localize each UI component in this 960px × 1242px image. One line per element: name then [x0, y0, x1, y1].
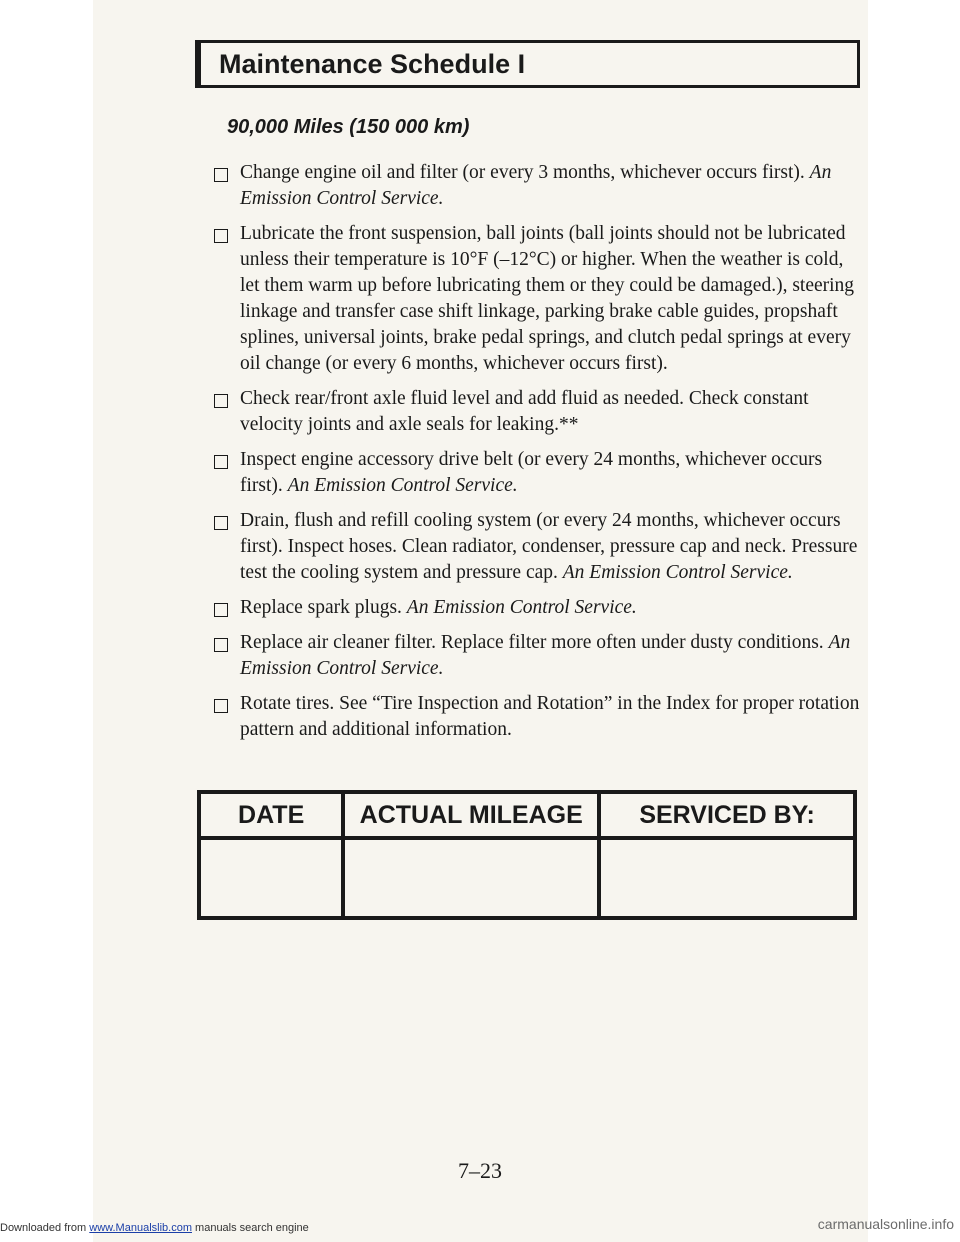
section-title: Maintenance Schedule I — [219, 48, 526, 79]
checkbox-icon[interactable] — [214, 168, 228, 182]
checklist-item — [214, 221, 864, 377]
checklist-item — [214, 508, 864, 586]
serviced-by-cell[interactable] — [599, 838, 855, 918]
checkbox-icon[interactable] — [214, 455, 228, 469]
section-header — [195, 40, 860, 88]
item-text: Replace spark plugs. An Emission Control Service. — [240, 597, 637, 618]
checklist-item — [214, 386, 864, 438]
date-header: DATE — [199, 792, 343, 838]
checkbox-icon[interactable] — [214, 638, 228, 652]
item-text: Rotate tires. See “Tire Inspection and Rotation” in the Index for proper rotation pattern and additional information. — [240, 693, 860, 740]
checkbox-icon[interactable] — [214, 516, 228, 530]
checklist-item — [214, 595, 864, 621]
checklist — [214, 160, 864, 752]
item-text: Drain, flush and refill cooling system (or every 24 months, whichever occurs first). Inspect hoses. Clean radiator, condenser, pressure cap and neck. Pressure test the cooling system and pressure cap. An Emission Control Service. — [240, 510, 858, 583]
serviced-by-header: SERVICED BY: — [599, 792, 855, 838]
manualslib-link[interactable]: www.Manualslib.com — [89, 1222, 192, 1234]
service-log-table — [197, 790, 857, 920]
checklist-item — [214, 691, 864, 743]
footer-site-watermark: carmanualsonline.info — [817, 1216, 954, 1232]
checkbox-icon[interactable] — [214, 229, 228, 243]
mileage-subheading: 90,000 Miles (150 000 km) — [227, 116, 470, 138]
page-number: 7–23 — [458, 1158, 502, 1183]
mileage-cell[interactable] — [343, 838, 599, 918]
download-watermark: Downloaded from www.Manualslib.com manuals search engine — [0, 1222, 309, 1234]
checkbox-icon[interactable] — [214, 603, 228, 617]
item-text: Replace air cleaner filter. Replace filter more often under dusty conditions. An Emission Control Service. — [240, 632, 851, 679]
item-text: Lubricate the front suspension, ball joints (ball joints should not be lubricated unless their temperature is 10°F (–12°C) or higher. When the weather is cold, let them warm up before lubricating them or they could be damaged.), steering linkage and transfer case shift linkage, parking brake cable guides, propshaft splines, universal joints, brake pedal springs, and clutch pedal springs at every oil change (or every 6 months, whichever occurs first). — [240, 223, 855, 374]
checklist-item — [214, 447, 864, 499]
checklist-item — [214, 160, 864, 212]
checkbox-icon[interactable] — [214, 699, 228, 713]
mileage-header: ACTUAL MILEAGE — [343, 792, 599, 838]
checklist-item — [214, 630, 864, 682]
checkbox-icon[interactable] — [214, 394, 228, 408]
item-text: Inspect engine accessory drive belt (or every 24 months, whichever occurs first). An Emission Control Service. — [240, 449, 823, 496]
item-text: Check rear/front axle fluid level and add fluid as needed. Check constant velocity joints and axle seals for leaking.** — [240, 388, 809, 435]
item-text: Change engine oil and filter (or every 3 months, whichever occurs first). An Emission Control Service. — [240, 162, 832, 209]
date-cell[interactable] — [199, 838, 343, 918]
